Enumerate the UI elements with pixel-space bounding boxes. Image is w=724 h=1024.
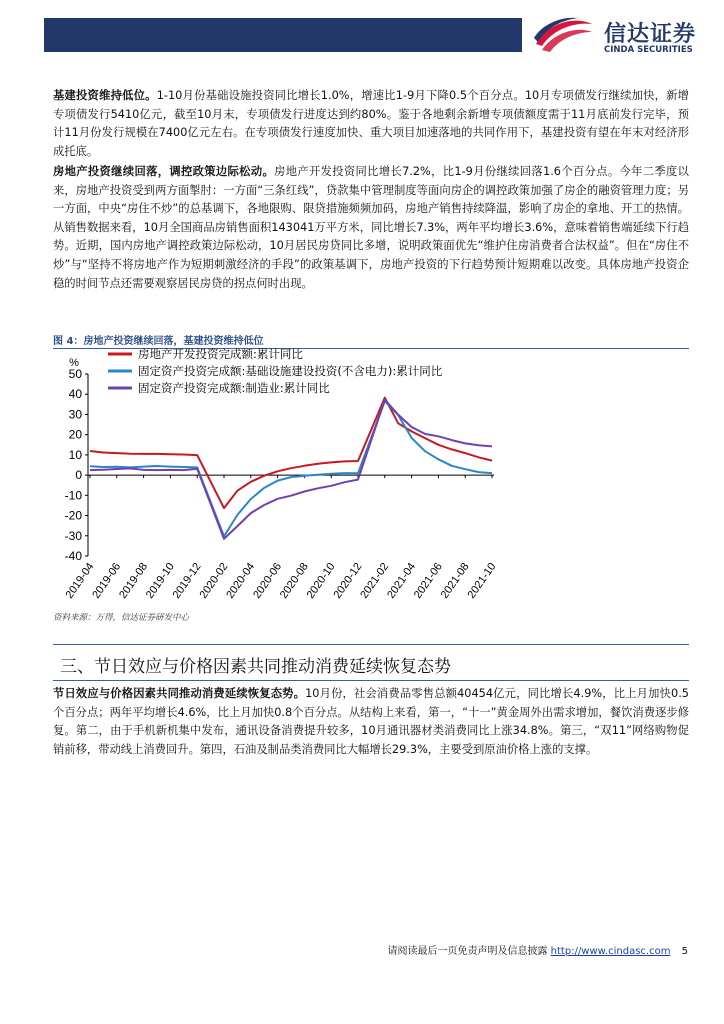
x-tick-label: 2020-06	[251, 560, 285, 601]
logo-text-cn: 信达证券	[604, 22, 697, 47]
logo-text-en: CINDA SECURITIES	[604, 45, 693, 55]
section-title: 三、节日效应与价格因素共同推动消费延续恢复态势	[60, 657, 451, 677]
paragraph-lead: 基建投资维持低位。	[53, 89, 157, 102]
legend-label-1: 房地产开发投资完成额:累计同比	[138, 347, 303, 361]
x-tick-label: 2020-10	[304, 560, 338, 601]
y-tick-label: -10	[64, 488, 82, 503]
y-tick-label: 0	[75, 468, 82, 483]
paragraph-consumption	[53, 685, 689, 759]
footer-link[interactable]: http://www.cindasc.com	[550, 946, 671, 957]
line-chart	[46, 346, 506, 608]
figure-title: 图 4：房地产投资继续回落，基建投资维持低位	[53, 336, 264, 347]
x-tick-label: 2020-12	[331, 560, 365, 601]
x-tick-label: 2021-10	[465, 560, 499, 601]
y-tick-label: 20	[68, 427, 82, 442]
paragraph-lead: 房地产投资继续回落，调控政策边际松动。	[53, 165, 275, 178]
y-tick-label: -30	[64, 528, 82, 543]
x-tick-label: 2021-06	[411, 560, 445, 601]
paragraph-lead: 节日效应与价格因素共同推动消费延续恢复态势。	[53, 687, 306, 700]
x-tick-label: 2021-04	[385, 560, 419, 601]
y-tick-label: -20	[64, 508, 82, 523]
x-tick-label: 2019-04	[63, 560, 97, 601]
legend-label-2: 固定资产投资完成额:基础设施建设投资(不含电力):累计同比	[138, 364, 443, 378]
footer	[387, 942, 688, 957]
x-tick-label: 2020-02	[197, 560, 231, 601]
y-tick-label: 50	[68, 367, 82, 381]
series-line-3	[90, 400, 492, 539]
y-tick-label: 30	[68, 407, 82, 422]
x-tick-label: 2021-02	[358, 560, 392, 601]
paragraph-body: 1-10月份基础设施投资同比增长1.0%，增速比1-9月下降0.5个百分点。10月专项债发行继续加快，新增专项债发行5410亿元，截至10月末，专项债发行进度达到约80%。鉴于各地剩余新增专项债额度需于11月底前发行完毕，预计11月份发行规模在7400亿元左右。在专项债发行速度加快、重大项目加速落地的共同作用下，基建投资有望在年末对经济形成托底。	[53, 89, 689, 158]
paragraph-real-estate	[53, 163, 689, 293]
figure-source: 资料来源：万得，信达证券研发中心	[53, 613, 190, 623]
paragraph-body: 10月份，社会消费品零售总额40454亿元，同比增长4.9%，比上月加快0.5个百分点；两年平均增长4.6%，比上月加快0.8个百分点。从结构上来看，第一，“十一”黄金周外出需求增加，餐饮消费逐步修复。第二，由于手机新机集中发布，通讯设备消费提升较多，10月通讯器材类消费同比上涨34.8%。第三，“双11”网络购物促销前移，带动线上消费回升。第四，石油及制品类消费同比大幅增长29.3%，主要受到原油价格上涨的支撑。	[53, 687, 689, 756]
y-tick-label: 10	[68, 447, 82, 462]
header-bar	[44, 18, 522, 52]
y-tick-label: -40	[64, 549, 82, 563]
logo-mark-icon	[532, 14, 594, 56]
x-tick-label: 2019-10	[143, 560, 177, 601]
page-number: 5	[681, 946, 688, 957]
y-axis-label: %	[69, 357, 79, 369]
paragraph-body: 房地产开发投资同比增长7.2%，比1-9月份继续回落1.6个百分点。今年二季度以来，房地产投资受到两方面掣肘：一方面“三条红线”，贷款集中管理制度等面向房企的调控政策加强了房企的融资管理力度；另一方面，中央“房住不炒”的总基调下，各地限购、限贷措施频频加码，房地产销售持续降温，影响了房企的拿地、开工的热情。从销售数据来看，10月全国商品房销售面积143041万平方米，同比增长7.3%，两年平均增长3.6%，意味着销售端延续下行趋势。近期，国内房地产调控政策边际松动，10月居民房贷同比多增，说明政策面优先“维护住房消费者合法权益”。但在“房住不炒”与“坚持不将房地产作为短期刺激经济的手段”的政策基调下，房地产投资的下行趋势预计短期难以改变。具体房地产投资企稳的时间节点还需要观察居民房贷的拐点何时出现。	[53, 165, 689, 290]
x-tick-label: 2019-12	[170, 560, 204, 601]
y-tick-label: 40	[68, 387, 82, 402]
x-tick-label: 2020-04	[224, 560, 258, 601]
series-line-1	[90, 398, 492, 508]
section-rule	[53, 644, 689, 645]
x-tick-label: 2020-08	[277, 560, 311, 601]
x-tick-label: 2019-08	[117, 560, 151, 601]
x-tick-label: 2021-08	[438, 560, 472, 601]
section-rule	[53, 680, 689, 681]
x-tick-label: 2019-06	[90, 560, 124, 601]
paragraph-infrastructure	[53, 87, 689, 161]
footer-disclaimer: 请阅读最后一页免责声明及信息披露	[387, 946, 548, 957]
cinda-logo	[532, 14, 712, 58]
legend-label-3: 固定资产投资完成额:制造业:累计同比	[138, 381, 330, 395]
